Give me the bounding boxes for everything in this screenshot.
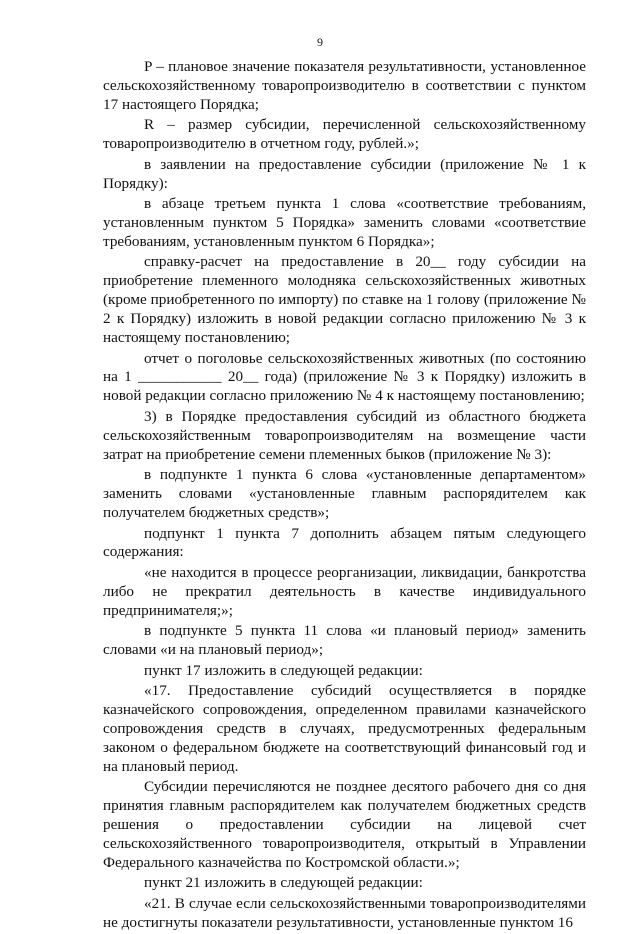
paragraph-application-form: в заявлении на предоставление субсидии (приложение № 1 к Порядку): (103, 155, 586, 192)
document-body (103, 58, 586, 934)
paragraph-point-6-amendment: в подпункте 1 пункта 6 слова «установленные департаментом» заменить словами «установленные главным распорядителем как получателем бюджетных средств»; (103, 466, 586, 521)
paragraph-quoted-condition: «не находится в процессе реорганизации, ликвидации, банкротства либо не прекратил деятельность в качестве индивидуального предпринимателя;»; (103, 563, 586, 619)
paragraph-point-7-addition: подпункт 1 пункта 7 дополнить абзацем пятым следующего содержания: (103, 524, 586, 561)
paragraph-formula-r-definition: R – размер субсидии, перечисленной сельскохозяйственному товаропроизводителю в отчетном году, рублей.»; (103, 116, 586, 153)
paragraph-subsidy-transfer: Субсидии перечисляются не позднее десятого рабочего дня со дня принятия главным распорядителем как получателем бюджетных средств решения о предоставлении субсидии на лицевой счет сельскохозяйственного товаропроизводителя, открытый в Управлении Федерального казначейства по Костромской области.»; (103, 778, 586, 871)
paragraph-calculation-certificate: справку-расчет на предоставление в 20__ году субсидии на приобретение племенного молодняка сельскохозяйственных животных (кроме приобретенного по импорту) по ставке на 1 голову (приложение № 2 к Порядку) изложить в новой редакции согласно приложению № 3 к настоящему постановлению; (103, 253, 586, 347)
paragraph-point-17-text: «17. Предоставление субсидий осуществляется в порядке казначейского сопровождения, определенном правилами казначейского сопровождения средств в случаях, предусмотренных федеральным законом о федеральном бюджете на соответствующий финансовый год и на плановый период. (103, 682, 586, 775)
paragraph-point-17-intro: пункт 17 изложить в следующей редакции: (144, 661, 423, 679)
paragraph-point-21-intro: пункт 21 изложить в следующей редакции: (144, 874, 423, 892)
paragraph-livestock-report: отчет о поголовье сельскохозяйственных животных (по состоянию на 1 ___________ 20__ года) (приложение № 3 к Порядку) изложить в новой редакции согласно приложению № 4 к настоящему постановлению; (103, 349, 586, 405)
paragraph-formula-p-definition: P – плановое значение показателя результативности, установленное сельскохозяйственному товаропроизводителю в соответствии с пунктом 17 настоящего Порядка; (103, 58, 586, 113)
paragraph-section-3: 3) в Порядке предоставления субсидий из областного бюджета сельскохозяйственным товаропроизводителям на возмещение части затрат на приобретение семени племенных быков (приложение № 3): (103, 407, 586, 463)
page-number: 9 (317, 35, 323, 49)
paragraph-point-21-text: «21. В случае если сельскохозяйственными товаропроизводителями не достигнуты показатели результативности, установленные пунктом 16 (103, 894, 586, 931)
paragraph-application-amendment: в абзаце третьем пункта 1 слова «соответствие требованиям, установленным пунктом 5 Порядка» заменить словами «соответствие требованиям, установленным пунктом 6 Порядка»; (103, 195, 586, 250)
paragraph-point-11-amendment: в подпункте 5 пункта 11 слова «и плановый период» заменить словами «и на плановый период»; (103, 622, 586, 659)
